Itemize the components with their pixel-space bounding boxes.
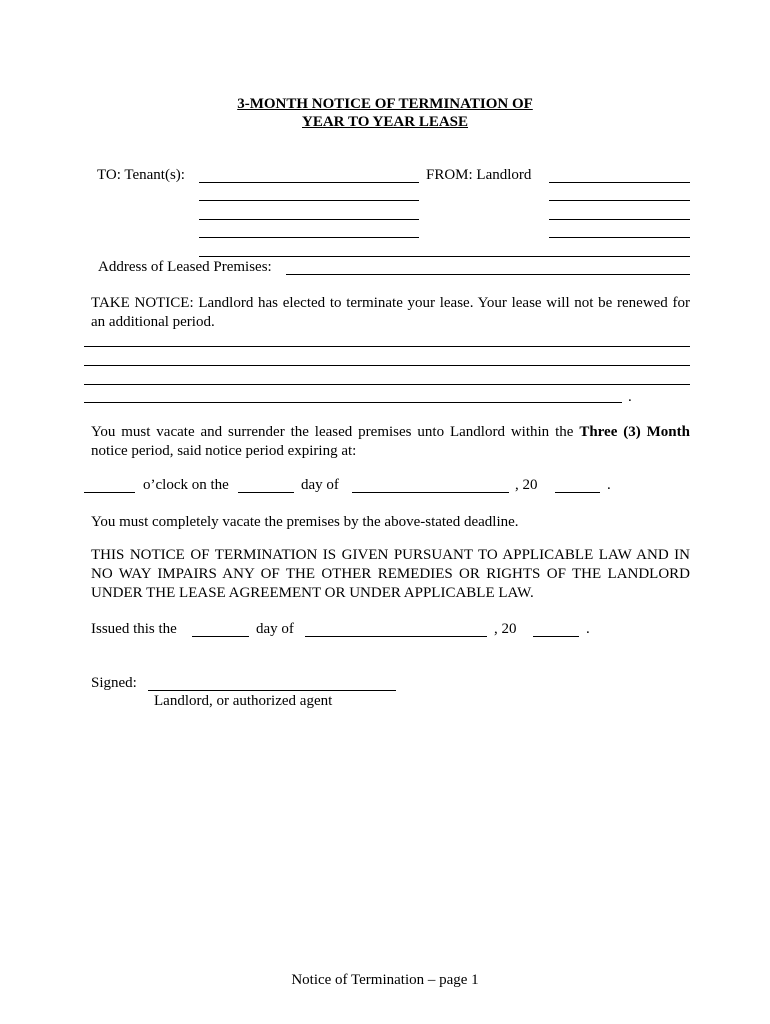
page-footer: Notice of Termination – page 1 <box>291 972 479 988</box>
deadline-month-line[interactable] <box>352 492 509 493</box>
signature-caption: Landlord, or authorized agent <box>154 693 333 709</box>
legal-paragraph: THIS NOTICE OF TERMINATION IS GIVEN PURSUANT TO APPLICABLE LAW AND IN NO WAY IMPAIRS ANY OF THE OTHER REMEDIES OR RIGHTS OF THE LANDLORD UNDER THE LEASE AGREEMENT OR UNDER APPLICABLE LAW. <box>91 547 690 601</box>
address-label: Address of Leased Premises: <box>98 259 272 275</box>
tenant-name-line-2[interactable] <box>199 200 419 201</box>
issued-period: . <box>586 621 590 637</box>
reason-line-3[interactable] <box>84 384 690 385</box>
address-upper-line[interactable] <box>199 256 690 257</box>
tenant-name-line-1[interactable] <box>199 182 419 183</box>
issued-year-line[interactable] <box>533 636 579 637</box>
signed-label: Signed: <box>91 675 137 691</box>
reason-period: . <box>628 389 632 405</box>
reason-line-1[interactable] <box>84 346 690 347</box>
to-tenants-label: TO: Tenant(s): <box>97 167 185 183</box>
vacate-text-after: notice period, said notice period expiring at: <box>91 443 357 459</box>
landlord-name-line-4[interactable] <box>549 237 690 238</box>
vacate-text-before: You must vacate and surrender the leased premises unto Landlord within the <box>91 424 580 440</box>
deadline-oclock-label: o’clock on the <box>143 477 229 493</box>
tenant-name-line-3[interactable] <box>199 219 419 220</box>
deadline-day-of-label: day of <box>301 477 339 493</box>
reason-line-4[interactable] <box>84 402 622 403</box>
document-title-line-2: YEAR TO YEAR LEASE <box>301 114 469 130</box>
issued-month-line[interactable] <box>305 636 487 637</box>
deadline-hour-line[interactable] <box>84 492 135 493</box>
issued-year-prefix: , 20 <box>494 621 517 637</box>
issued-day-of-label: day of <box>256 621 294 637</box>
deadline-period: . <box>607 477 611 493</box>
reason-line-2[interactable] <box>84 365 690 366</box>
landlord-name-line-3[interactable] <box>549 219 690 220</box>
issued-day-line[interactable] <box>192 636 249 637</box>
deadline-day-line[interactable] <box>238 492 294 493</box>
document-title-line-1: 3-MONTH NOTICE OF TERMINATION OF <box>237 96 533 112</box>
deadline-year-prefix: , 20 <box>515 477 538 493</box>
address-input-line[interactable] <box>286 274 690 275</box>
vacate-period-bold: Three (3) Month <box>579 424 690 440</box>
landlord-name-line-2[interactable] <box>549 200 690 201</box>
signature-line[interactable] <box>148 690 396 691</box>
from-landlord-label: FROM: Landlord <box>426 167 532 183</box>
issued-label: Issued this the <box>91 621 177 637</box>
vacate-paragraph <box>91 423 690 461</box>
take-notice-paragraph: TAKE NOTICE: Landlord has elected to terminate your lease. Your lease will not be renewed for an additional period. <box>91 295 690 330</box>
deadline-year-line[interactable] <box>555 492 600 493</box>
landlord-name-line-1[interactable] <box>549 182 690 183</box>
complete-vacate-text: You must completely vacate the premises by the above-stated deadline. <box>91 514 519 530</box>
tenant-name-line-4[interactable] <box>199 237 419 238</box>
